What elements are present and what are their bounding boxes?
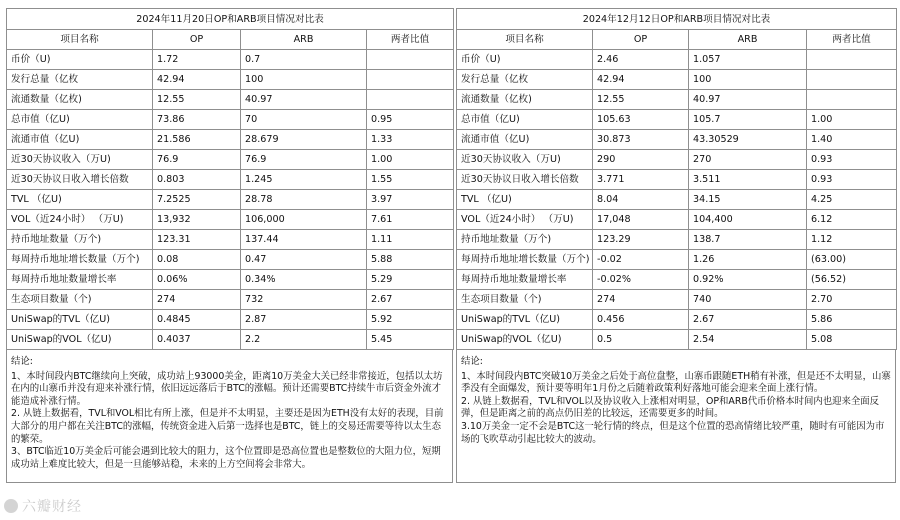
ratio-cell: 5.08 [807,330,897,350]
arb-value-cell: 28.78 [241,190,367,210]
left-header-ratio: 两者比值 [367,30,454,50]
left-table-row [7,150,454,170]
item-name-cell: 持币地址数量（万个) [457,230,593,250]
left-table-row [7,330,454,350]
arb-value-cell: 104,400 [689,210,807,230]
item-name-cell: 币价（U) [7,50,153,70]
right-table-row [457,50,897,70]
item-name-cell: 每周持币地址数量增长率 [457,270,593,290]
ratio-cell: 1.00 [807,110,897,130]
op-value-cell: 123.29 [593,230,689,250]
arb-value-cell: 105.7 [689,110,807,130]
ratio-cell [367,50,454,70]
arb-value-cell: 40.97 [689,90,807,110]
right-conclusion-paragraph: 3.10万美金一定不会是BTC这一轮行情的终点，但是这个位置的恐高情绪比较严重，随时有可能因为市场的飞吹草动引起比较大的波动。 [461,420,885,445]
right-conclusion [456,350,896,483]
item-name-cell: 近30天协议日收入增长倍数 [457,170,593,190]
right-table-body [457,50,897,350]
right-table-row [457,210,897,230]
left-table-row [7,130,454,150]
item-name-cell: VOL（近24小时） （万U) [457,210,593,230]
right-conclusion-paragraph: 2. 从链上数据看，TVL和VOL以及协议收入上涨相对明显，OP和ARB代币价格本时间内也迎来全面反弹，但是距离之前的高点仍旧差的比较远，还需要更多的时间。 [461,395,880,420]
left-conclusion-paragraph: 1、本时间段内BTC继续向上突破，成功站上93000美金，距离10万美金大关已经非常接近，包括以太坊在内的山寨币并没有迎来补涨行情，依旧远远落后于BTC的涨幅。预计还需要BTC持续牛市后资金外流才能造成补涨行情。 [11,370,443,407]
item-name-cell: 流通数量（亿枚) [457,90,593,110]
op-value-cell: 2.46 [593,50,689,70]
op-value-cell: 274 [153,290,241,310]
left-conclusion-paragraph: 3、BTC临近10万美金后可能会遇到比较大的阻力，这个位置即是恐高位置也是整数位的大阻力位，短期成功站上难度比较大，但是一旦能够站稳，未来的上方空间将会非常大。 [11,446,441,470]
left-table-row [7,210,454,230]
ratio-cell [807,50,897,70]
ratio-cell: 2.67 [367,290,454,310]
item-name-cell: TVL （亿U) [457,190,593,210]
left-table-title: 2024年11月20日OP和ARB项目情况对比表 [7,9,454,30]
arb-value-cell: 1.245 [241,170,367,190]
op-value-cell: 0.4845 [153,310,241,330]
ratio-cell: (56.52) [807,270,897,290]
left-conclusion-heading: 结论: [11,356,33,367]
ratio-cell: 1.55 [367,170,454,190]
right-header-arb: ARB [689,30,807,50]
op-value-cell: 0.5 [593,330,689,350]
item-name-cell: 近30天协议日收入增长倍数 [7,170,153,190]
ratio-cell: 5.29 [367,270,454,290]
left-table-row [7,190,454,210]
left-header-name: 项目名称 [7,30,153,50]
op-value-cell: 0.803 [153,170,241,190]
op-value-cell: 8.04 [593,190,689,210]
left-panel [6,8,453,483]
arb-value-cell: 28.679 [241,130,367,150]
op-value-cell: 42.94 [153,70,241,90]
item-name-cell: 流通市值（亿U) [457,130,593,150]
item-name-cell: UniSwap的VOL（亿U) [7,330,153,350]
right-table-row [457,290,897,310]
left-table-row [7,250,454,270]
watermark-icon [4,499,18,513]
item-name-cell: 近30天协议收入（万U) [7,150,153,170]
arb-value-cell: 40.97 [241,90,367,110]
ratio-cell [807,70,897,90]
right-table-row [457,90,897,110]
ratio-cell [367,70,454,90]
ratio-cell [367,90,454,110]
right-table-row [457,170,897,190]
right-table-row [457,190,897,210]
op-value-cell: 42.94 [593,70,689,90]
right-header-op: OP [593,30,689,50]
left-table-row [7,230,454,250]
ratio-cell: 4.25 [807,190,897,210]
watermark-text: 六瓣财经 [22,499,82,515]
left-table-row [7,270,454,290]
op-value-cell: 7.2525 [153,190,241,210]
ratio-cell: 0.93 [807,150,897,170]
left-table-row [7,290,454,310]
right-conclusion-heading: 结论: [461,356,483,367]
item-name-cell: UniSwap的VOL（亿U) [457,330,593,350]
op-value-cell: 290 [593,150,689,170]
arb-value-cell: 2.54 [689,330,807,350]
op-value-cell: 0.08 [153,250,241,270]
arb-value-cell: 732 [241,290,367,310]
item-name-cell: 每周持币地址数量增长率 [7,270,153,290]
arb-value-cell: 0.47 [241,250,367,270]
arb-value-cell: 137.44 [241,230,367,250]
ratio-cell: 0.95 [367,110,454,130]
item-name-cell: 持币地址数量（万个) [7,230,153,250]
op-value-cell: 0.06% [153,270,241,290]
left-comparison-table [6,8,454,350]
right-table-title: 2024年12月12日OP和ARB项目情况对比表 [457,9,897,30]
item-name-cell: VOL（近24小时） （万U) [7,210,153,230]
op-value-cell: 0.4037 [153,330,241,350]
arb-value-cell: 34.15 [689,190,807,210]
item-name-cell: 总市值（亿U) [457,110,593,130]
op-value-cell: 13,932 [153,210,241,230]
arb-value-cell: 100 [241,70,367,90]
item-name-cell: 生态项目数量（个) [7,290,153,310]
item-name-cell: TVL （亿U) [7,190,153,210]
left-header-arb: ARB [241,30,367,50]
op-value-cell: 0.456 [593,310,689,330]
right-panel [456,8,896,483]
left-table-row [7,90,454,110]
right-comparison-table [456,8,897,350]
right-table-row [457,250,897,270]
op-value-cell: -0.02 [593,250,689,270]
watermark-logo [4,496,82,516]
item-name-cell: UniSwap的TVL（亿U) [7,310,153,330]
ratio-cell: 2.70 [807,290,897,310]
ratio-cell: 5.92 [367,310,454,330]
ratio-cell: 1.33 [367,130,454,150]
left-table-row [7,70,454,90]
left-table-body [7,50,454,350]
left-conclusion-paragraph: 2. 从链上数据看，TVL和VOL相比有所上涨，但是并不太明显，主要还是因为ETH没有太好的表现，目前大部分的用户都在关注BTC的涨幅，传统资金进入后第一选择也是BTC，链上的交易还需要等待以太生态的繁荣。 [11,408,444,445]
right-table-row [457,110,897,130]
left-table-row [7,50,454,70]
item-name-cell: 每周持币地址增长数量（万个) [7,250,153,270]
op-value-cell: -0.02% [593,270,689,290]
op-value-cell: 1.72 [153,50,241,70]
item-name-cell: 发行总量（亿枚 [457,70,593,90]
left-header-op: OP [153,30,241,50]
item-name-cell: 流通市值（亿U) [7,130,153,150]
op-value-cell: 30.873 [593,130,689,150]
left-table-row [7,110,454,130]
op-value-cell: 123.31 [153,230,241,250]
left-table-row [7,310,454,330]
item-name-cell: 近30天协议收入（万U) [457,150,593,170]
ratio-cell: (63.00) [807,250,897,270]
arb-value-cell: 138.7 [689,230,807,250]
op-value-cell: 12.55 [593,90,689,110]
arb-value-cell: 740 [689,290,807,310]
right-conclusion-paragraph: 1、本时间段内BTC突破10万美金之后处于高位盘整，山寨币跟随ETH稍有补涨，但是还不太明显，山寨季没有全面爆发，预计要等明年1月份之后随着政策利好落地可能会迎来全面上涨行情。 [461,370,891,395]
right-header-ratio: 两者比值 [807,30,897,50]
item-name-cell: 流通数量（亿枚) [7,90,153,110]
item-name-cell: 每周持币地址增长数量（万个) [457,250,593,270]
item-name-cell: 币价（U) [457,50,593,70]
ratio-cell: 1.12 [807,230,897,250]
right-table-row [457,270,897,290]
ratio-cell: 7.61 [367,210,454,230]
right-table-row [457,130,897,150]
arb-value-cell: 2.67 [689,310,807,330]
ratio-cell: 6.12 [807,210,897,230]
right-table-row [457,150,897,170]
arb-value-cell: 0.7 [241,50,367,70]
item-name-cell: UniSwap的TVL（亿U) [457,310,593,330]
right-header-name: 项目名称 [457,30,593,50]
ratio-cell: 3.97 [367,190,454,210]
right-table-row [457,310,897,330]
op-value-cell: 12.55 [153,90,241,110]
left-table-row [7,170,454,190]
ratio-cell: 1.40 [807,130,897,150]
op-value-cell: 274 [593,290,689,310]
op-value-cell: 105.63 [593,110,689,130]
ratio-cell: 1.11 [367,230,454,250]
ratio-cell: 5.86 [807,310,897,330]
ratio-cell: 5.45 [367,330,454,350]
op-value-cell: 17,048 [593,210,689,230]
op-value-cell: 21.586 [153,130,241,150]
ratio-cell: 1.00 [367,150,454,170]
arb-value-cell: 43.30529 [689,130,807,150]
item-name-cell: 发行总量（亿枚 [7,70,153,90]
arb-value-cell: 100 [689,70,807,90]
right-table-row [457,330,897,350]
arb-value-cell: 2.87 [241,310,367,330]
ratio-cell: 5.88 [367,250,454,270]
ratio-cell [807,90,897,110]
ratio-cell: 0.93 [807,170,897,190]
arb-value-cell: 1.26 [689,250,807,270]
arb-value-cell: 70 [241,110,367,130]
left-conclusion [6,350,453,483]
item-name-cell: 总市值（亿U) [7,110,153,130]
item-name-cell: 生态项目数量（个) [457,290,593,310]
arb-value-cell: 0.92% [689,270,807,290]
op-value-cell: 73.86 [153,110,241,130]
right-table-row [457,230,897,250]
arb-value-cell: 2.2 [241,330,367,350]
arb-value-cell: 76.9 [241,150,367,170]
arb-value-cell: 1.057 [689,50,807,70]
op-value-cell: 76.9 [153,150,241,170]
arb-value-cell: 270 [689,150,807,170]
right-table-row [457,70,897,90]
op-value-cell: 3.771 [593,170,689,190]
arb-value-cell: 0.34% [241,270,367,290]
arb-value-cell: 3.511 [689,170,807,190]
arb-value-cell: 106,000 [241,210,367,230]
